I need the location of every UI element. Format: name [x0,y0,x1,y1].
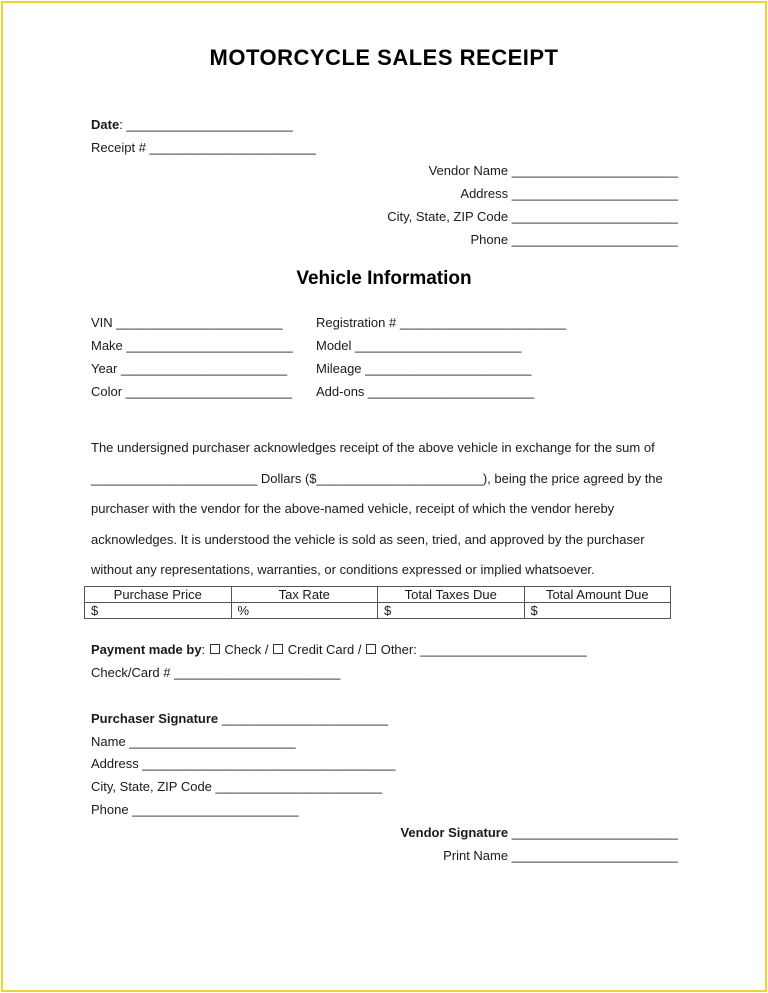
purchaser-city-field[interactable]: City, State, ZIP Code _______________________ [91,779,382,794]
paragraph-line[interactable]: _______________________ Dollars ($_______________________), being the price agreed by the [91,470,663,486]
vendor-signature-label: Vendor Signature [400,825,509,840]
vendor-phone-field[interactable]: Phone _______________________ [470,232,678,247]
color-field[interactable]: Color _______________________ [91,384,292,399]
vendor-name-field[interactable]: Vendor Name _______________________ [428,163,678,178]
other-option-field[interactable]: Other: _______________________ [380,642,587,657]
column-header: Purchase Price [85,587,232,603]
table-row [85,603,671,619]
year-field[interactable]: Year _______________________ [91,361,288,376]
check-card-number-field[interactable]: Check/Card # _______________________ [91,665,341,680]
tax-rate-cell[interactable]: % [231,603,378,619]
vin-field[interactable]: VIN _______________________ [91,315,283,330]
purchaser-signature-line: _______________________ [218,711,389,726]
document-title: MOTORCYCLE SALES RECEIPT [209,45,559,70]
paragraph-line: The undersigned purchaser acknowledges receipt of the above vehicle in exchange for the sum of [91,440,655,455]
vehicle-information-heading: Vehicle Information [296,268,472,289]
other-checkbox[interactable] [366,644,376,654]
vendor-city-field[interactable]: City, State, ZIP Code _______________________ [387,209,678,224]
total-amount-cell[interactable]: $ [524,603,671,619]
purchaser-phone-field[interactable]: Phone _______________________ [91,802,299,817]
receipt-number-field[interactable]: Receipt # _______________________ [91,140,316,155]
mileage-field[interactable]: Mileage _______________________ [316,361,532,376]
total-taxes-cell[interactable]: $ [378,603,525,619]
purchaser-signature-field[interactable] [91,711,388,727]
addons-field[interactable]: Add-ons _______________________ [316,384,535,399]
vendor-address-field[interactable]: Address _______________________ [460,186,678,201]
vendor-signature-line: _______________________ [508,825,678,840]
payment-label: Payment made by [91,642,202,657]
paragraph-line: acknowledges. It is understood the vehicle is sold as seen, tried, and approved by the purchaser [91,531,645,547]
purchaser-address-field[interactable]: Address ___________________________________ [91,756,396,771]
column-header: Total Taxes Due [378,587,525,603]
make-field[interactable]: Make _______________________ [91,338,293,353]
paragraph-line: without any representations, warranties, or conditions expressed or implied whatsoever. [91,562,595,577]
model-field[interactable]: Model _______________________ [316,338,522,353]
purchaser-signature-label: Purchaser Signature [91,711,219,726]
purchase-price-cell[interactable]: $ [85,603,232,619]
credit-card-checkbox[interactable] [273,644,283,654]
vendor-signature-field[interactable] [400,825,678,841]
date-line: : _______________________ [119,117,293,132]
acknowledgement-paragraph [91,433,681,586]
check-checkbox[interactable] [210,644,220,654]
date-label: Date [91,117,120,132]
price-table [84,586,671,619]
purchaser-name-field[interactable]: Name _______________________ [91,734,296,749]
payment-row [91,642,587,658]
table-header-row [85,587,671,603]
check-option-label: Check / [224,642,269,657]
payment-colon: : [201,642,206,657]
column-header: Total Amount Due [524,587,671,603]
column-header: Tax Rate [231,587,378,603]
credit-card-option-label: Credit Card / [287,642,362,657]
vendor-print-name-field[interactable]: Print Name _______________________ [443,848,678,863]
paragraph-line: purchaser with the vendor for the above-named vehicle, receipt of which the vendor hereby [91,501,615,516]
date-field[interactable] [91,117,293,133]
registration-field[interactable]: Registration # _______________________ [316,315,567,330]
